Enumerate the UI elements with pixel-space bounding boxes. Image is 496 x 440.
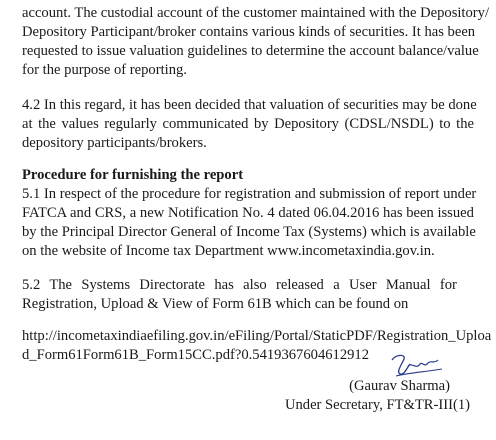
para-4-2-line-1: 4.2 In this regard, it has been decided that valuation of securities may be done: [22, 97, 477, 113]
para-4-2-line-2: at the values regularly communicated by Depository (CDSL/NSDL) to the: [22, 116, 474, 132]
para-4-2-line-3: depository participants/brokers.: [22, 135, 207, 151]
para-5-1-line-2: FATCA and CRS, a new Notification No. 4 dated 06.04.2016 has been issued: [22, 205, 474, 221]
intro-line-3: requested to issue valuation guidelines to determine the account balance/value: [22, 43, 479, 59]
signatory-name: (Gaurav Sharma): [349, 378, 450, 394]
para-5-2-line-1: 5.2 The Systems Directorate has also released a User Manual for: [22, 277, 457, 293]
para-5-2-line-2: Registration, Upload & View of Form 61B which can be found on: [22, 296, 409, 312]
handwritten-signature: [386, 350, 446, 380]
para-5-1-line-1: 5.1 In respect of the procedure for registration and submission of report under: [22, 186, 477, 202]
para-5-1-line-3: by the Principal Director General of Income Tax (Systems) which is available: [22, 224, 476, 240]
signatory-designation: Under Secretary, FT&TR-III(1): [284, 397, 470, 413]
para-5-1-line-4: on the website of Income tax Department www.incometaxindia.gov.in.: [22, 243, 435, 259]
intro-line-2: Depository Participant/broker contains various kinds of securities. It has been: [22, 24, 476, 40]
manual-url-line-2[interactable]: d_Form61Form61B_Form15CC.pdf?0.5419367604612912: [22, 347, 370, 363]
signature-block: [284, 350, 470, 440]
procedure-heading: Procedure for furnishing the report: [22, 167, 244, 183]
intro-line-1: account. The custodial account of the customer maintained with the Depository/: [22, 5, 489, 21]
manual-url-line-1[interactable]: http://incometaxindiaefiling.gov.in/eFiling/Portal/StaticPDF/Registration_Uploa: [22, 328, 492, 344]
intro-line-4: for the purpose of reporting.: [22, 62, 187, 78]
